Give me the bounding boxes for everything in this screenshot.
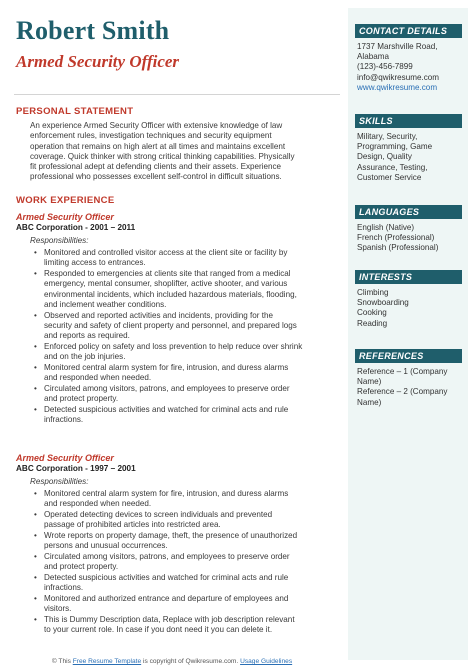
list-item: • Wrote reports on property damage, theft, the presence of unauthorized persons and unusual occurrences. (30, 531, 338, 552)
website-link[interactable]: www.qwikresume.com (357, 82, 438, 92)
personal-line: fit professional adept at defending clients and their assets. Experience (30, 162, 282, 172)
contact-heading: CONTACT DETAILS (355, 24, 462, 38)
references-list: Reference – 1 (Company Name) Reference – 2 (Company Name) (357, 367, 448, 407)
usage-guidelines-link[interactable]: Usage Guidelines (240, 658, 293, 665)
list-item: • Observed and reported activities and incidents, providing for the security and safety of client property and personnel, and prepared logs and reports as required. (30, 311, 338, 342)
list-item: • Enforced policy on safety and loss prevention to help reduce over shrink and on the job injuries. (30, 342, 338, 363)
contact-details: 1737 Marshville Road, Alabama (123)-456-7899 info@qwikresume.com www.qwikresume.com (357, 42, 462, 93)
skills-heading: SKILLS (355, 114, 462, 128)
responsibilities-label: Responsibilities: (30, 236, 89, 245)
candidate-name: Robert Smith (16, 16, 170, 45)
contact-section (355, 24, 462, 93)
list-item: • Monitored central alarm system for fire, intrusion, and duress alarms and responded when needed. (30, 363, 338, 384)
list-item: • Circulated among visitors, patrons, and employees to preserve order and protect property. (30, 384, 338, 405)
personal-line: operation that remains on high alert at all times and maintains excellent (30, 141, 286, 151)
job-title: Armed Security Officer (16, 453, 114, 463)
list-item: • Responded to emergencies at clients site that ranged from a medical emergency, mental consumer, shoplifter, active shooter, and various environmental incidents, which included hazardous materials, flooding, and inclement weather conditions. (30, 269, 338, 310)
job-company-dates: ABC Corporation - 1997 – 2001 (16, 464, 136, 473)
references-section (355, 349, 462, 408)
candidate-title: Armed Security Officer (16, 52, 180, 71)
personal-line: coverage. Quick thinker with strong critical thinking capabilities. Physically (30, 151, 295, 161)
list-item: • Monitored and controlled visitor access at the client site or facility by limiting access to entrances. (30, 248, 338, 269)
divider (14, 94, 340, 95)
list-item: • Detected suspicious activities and watched for criminal acts and rule infractions. (30, 573, 338, 594)
languages-list: English (Native) French (Professional) Spanish (Professional) (357, 223, 439, 253)
personal-line: An experience Armed Security Officer with extensive knowledge of law (30, 121, 283, 130)
languages-heading: LANGUAGES (355, 205, 462, 219)
list-item: • Monitored and authorized entrance and departure of employees and visitors. (30, 594, 338, 615)
list-item: • Operated detecting devices to screen individuals and prevented passage of prohibited articles into restricted area. (30, 510, 338, 531)
sidebar (344, 0, 474, 670)
list-item: • Detected suspicious activities and watched for criminal acts and rule infractions. (30, 405, 338, 426)
languages-section (355, 205, 462, 254)
list-item: • This is Dummy Description data, Replace with job description relevant to your current role. In case if you dont need it you can delete it. (30, 615, 338, 636)
job-company-dates: ABC Corporation - 2001 – 2011 (16, 223, 136, 232)
free-resume-template-link[interactable]: Free Resume Template (72, 658, 142, 665)
sidebar-panel (348, 8, 468, 660)
personal-statement-text (30, 121, 338, 183)
job-title: Armed Security Officer (16, 212, 114, 222)
interests-heading: INTERESTS (355, 270, 462, 284)
copyright-footer: © This Free Resume Template is copyright of Qwikresume.com. Usage Guidelines (51, 658, 293, 665)
interests-section (355, 270, 462, 329)
personal-line: professional who possesses excellent self-control in difficult situations. (30, 172, 282, 182)
references-heading: REFERENCES (355, 349, 462, 363)
personal-statement-heading: PERSONAL STATEMENT (16, 106, 134, 117)
work-experience-heading: WORK EXPERIENCE (16, 195, 115, 206)
skills-list: Military, Security, Programming, Game Design, Quality Assurance, Testing, Customer Service (357, 132, 433, 182)
job-bullets (30, 489, 338, 636)
interests-list: Climbing Snowboarding Cooking Reading (357, 288, 409, 328)
list-item: • Circulated among visitors, patrons, and employees to preserve order and protect property. (30, 552, 338, 573)
responsibilities-label: Responsibilities: (30, 477, 89, 486)
list-item: • Monitored central alarm system for fire, intrusion, and duress alarms and responded when needed. (30, 489, 338, 510)
job-bullets (30, 248, 338, 426)
skills-section (355, 114, 462, 183)
personal-line: enforcement rules, investigation techniques and security equipment (30, 131, 272, 141)
